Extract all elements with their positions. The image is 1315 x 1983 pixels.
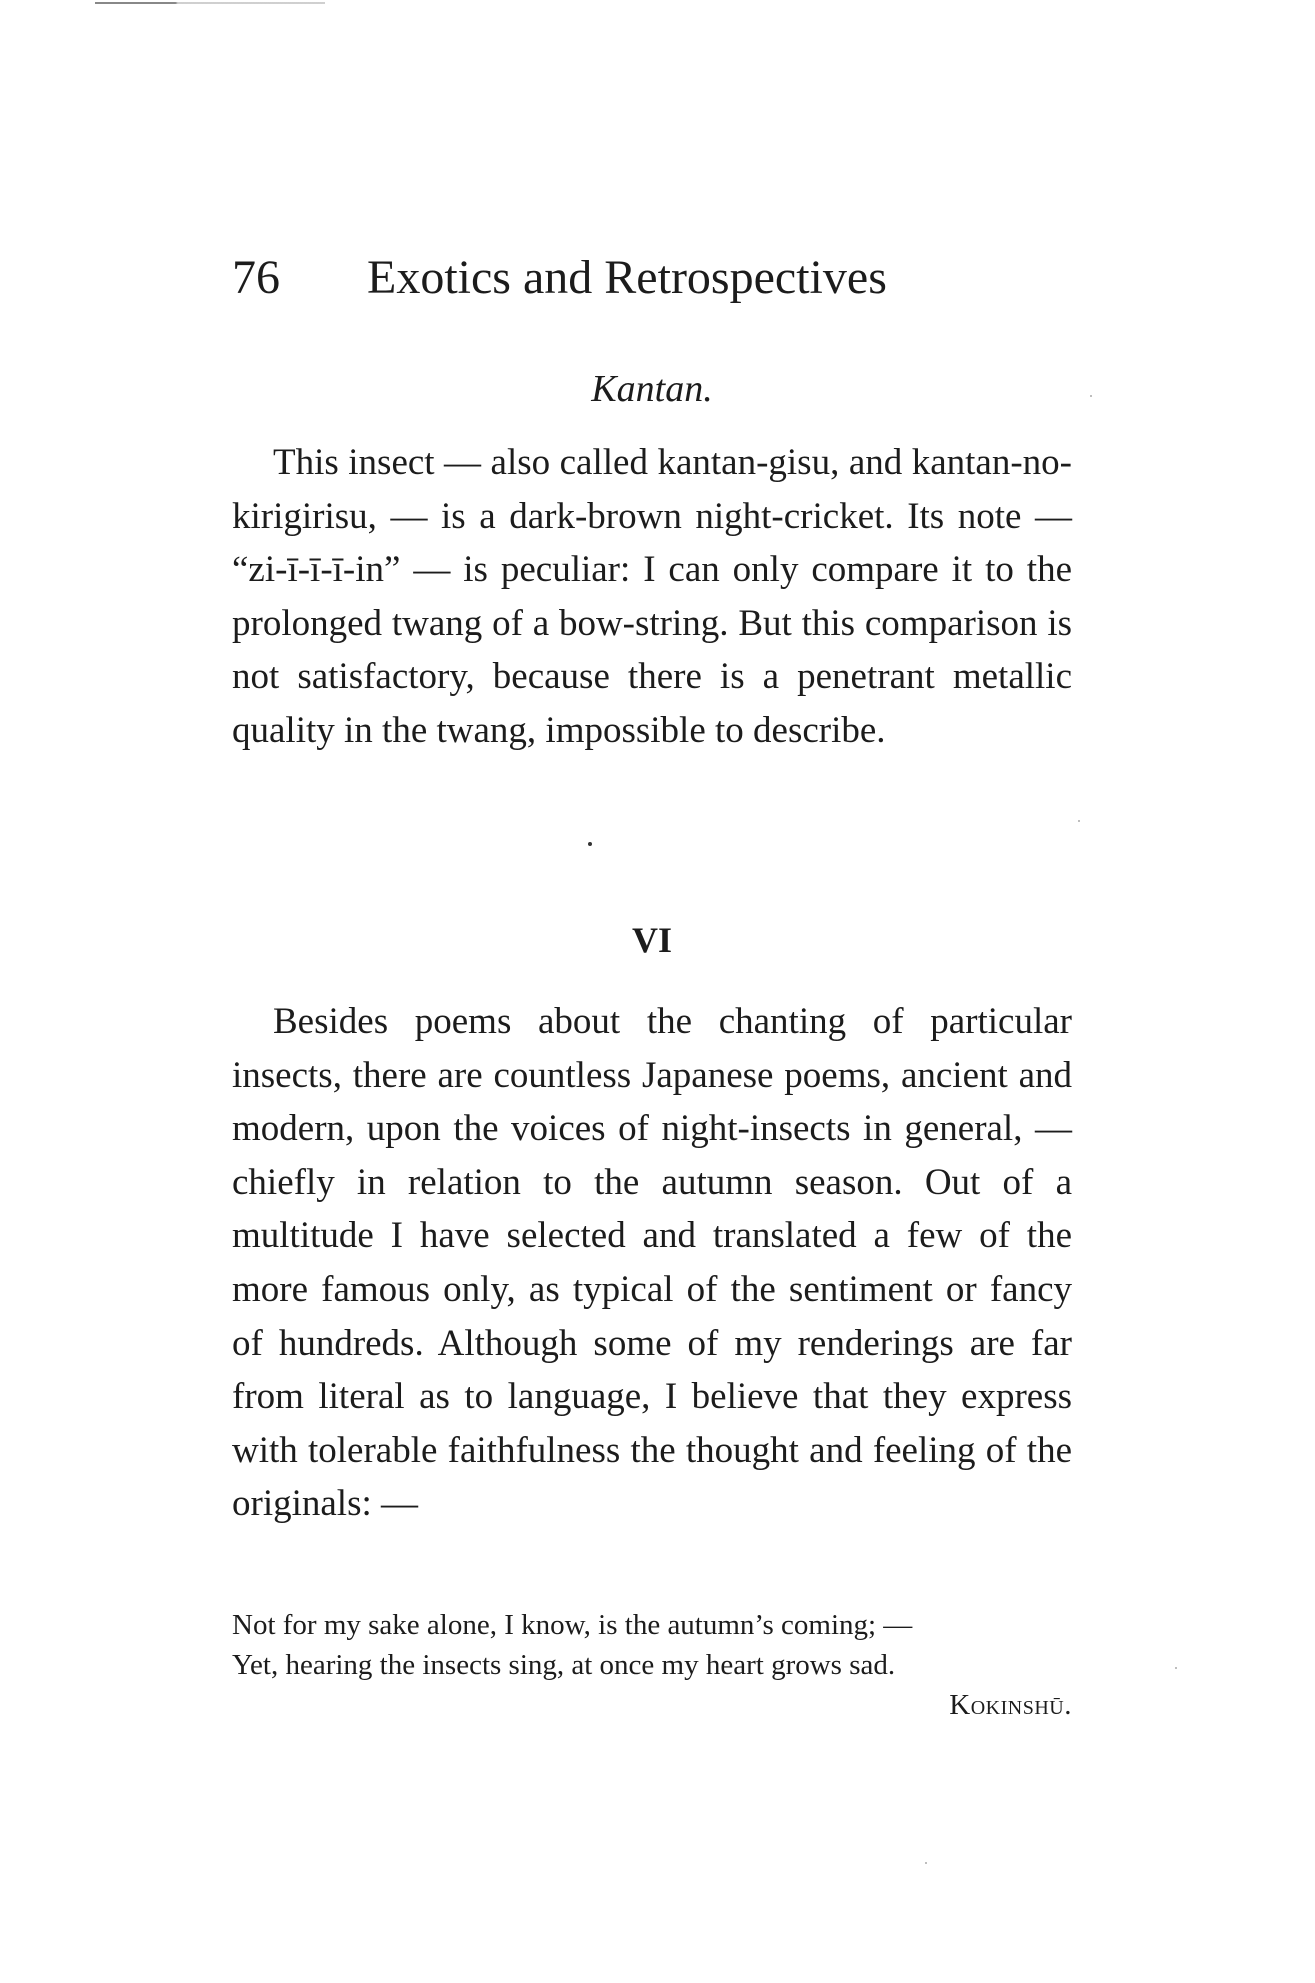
section-title: Kantan. bbox=[591, 368, 713, 410]
book-title: Exotics and Retrospectives bbox=[367, 251, 887, 304]
paragraph-text: This insect — also called kantan-gisu, and kantan-no-kirigirisu, — is a dark-brown night-cricket. Its note — “zi-ī-ī-ī-in” — is peculiar: I can only compare it to the prolonged twang of a bow-string. But this comparison is not satisfactory, because there is a penetrant metallic quality in the twang, impossible to describe. bbox=[232, 442, 1072, 751]
chapter-paragraph bbox=[232, 995, 1072, 1531]
poem-line: Yet, hearing the insects sing, at once my heart grows sad. bbox=[232, 1649, 896, 1681]
running-head bbox=[232, 248, 1092, 308]
poem-line: Not for my sake alone, I know, is the autumn’s coming; — bbox=[232, 1609, 913, 1641]
paragraph-text: Besides poems about the chanting of particular insects, there are countless Japanese poems, ancient and modern, upon the voices of night-insects in general, — chiefly in relation to the autumn season. Out of a multitude I have selected and translated a few of the more famous only, as typical of the sentiment or fancy of hundreds. Although some of my renderings are far from literal as to language, I believe that they express with tolerable faithfulness the thought and feeling of the originals: — bbox=[232, 1001, 1072, 1525]
chapter-heading: VI bbox=[631, 920, 672, 960]
scan-speck bbox=[1090, 395, 1092, 397]
poem-block bbox=[232, 1605, 1072, 1725]
scan-speck bbox=[925, 1862, 927, 1864]
poem-attribution: Kokinshū. bbox=[949, 1689, 1072, 1721]
kantan-paragraph bbox=[232, 436, 1072, 758]
scan-speck bbox=[1175, 1667, 1177, 1669]
page-number: 76 bbox=[232, 251, 280, 304]
scan-edge-mark bbox=[95, 2, 325, 4]
scan-speck bbox=[1078, 820, 1080, 822]
separator-dot bbox=[588, 842, 592, 846]
